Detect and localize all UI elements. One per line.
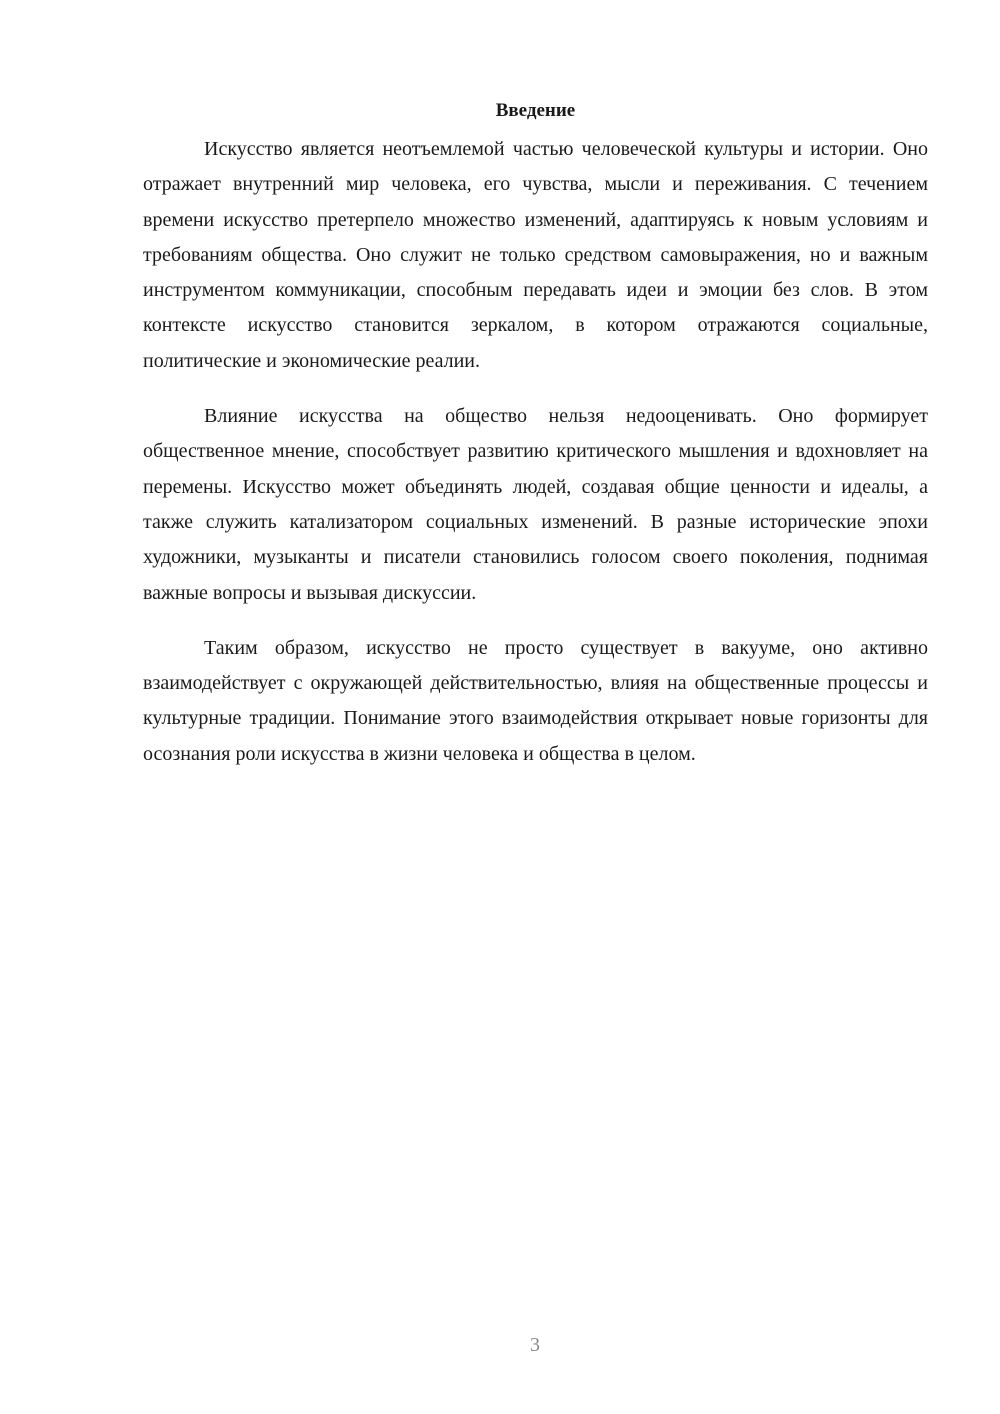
page-content: [143, 94, 928, 792]
paragraph-3: Таким образом, искусство не просто существует в вакууме, оно активно взаимодействует с окружающей действительностью, влияя на общественные процессы и культурные традиции. Понимание этого взаимодействия открывает новые горизонты для осознания роли искусства в жизни человека и общества в целом.: [143, 636, 928, 765]
page-number: 3: [530, 1334, 540, 1356]
paragraph-2: Влияние искусства на общество нельзя недооценивать. Оно формирует общественное мнение, способствует развитию критического мышления и вдохновляет на перемены. Искусство может объединять людей, создавая общие ценности и идеалы, а также служить катализатором социальных изменений. В разные исторические эпохи художники, музыканты и писатели становились голосом своего поколения, поднимая важные вопросы и вызывая дискуссии.: [143, 405, 928, 604]
section-heading: Введение: [495, 100, 576, 121]
paragraph-1: Искусство является неотъемлемой частью человеческой культуры и истории. Оно отражает внутренний мир человека, его чувства, мысли и переживания. С течением времени искусство претерпело множество изменений, адаптируясь к новым условиям и требованиям общества. Оно служит не только средством самовыражения, но и важным инструментом коммуникации, способным передавать идеи и эмоции без слов. В этом контексте искусство становится зеркалом, в котором отражаются социальные, политические и экономические реалии.: [143, 138, 928, 372]
